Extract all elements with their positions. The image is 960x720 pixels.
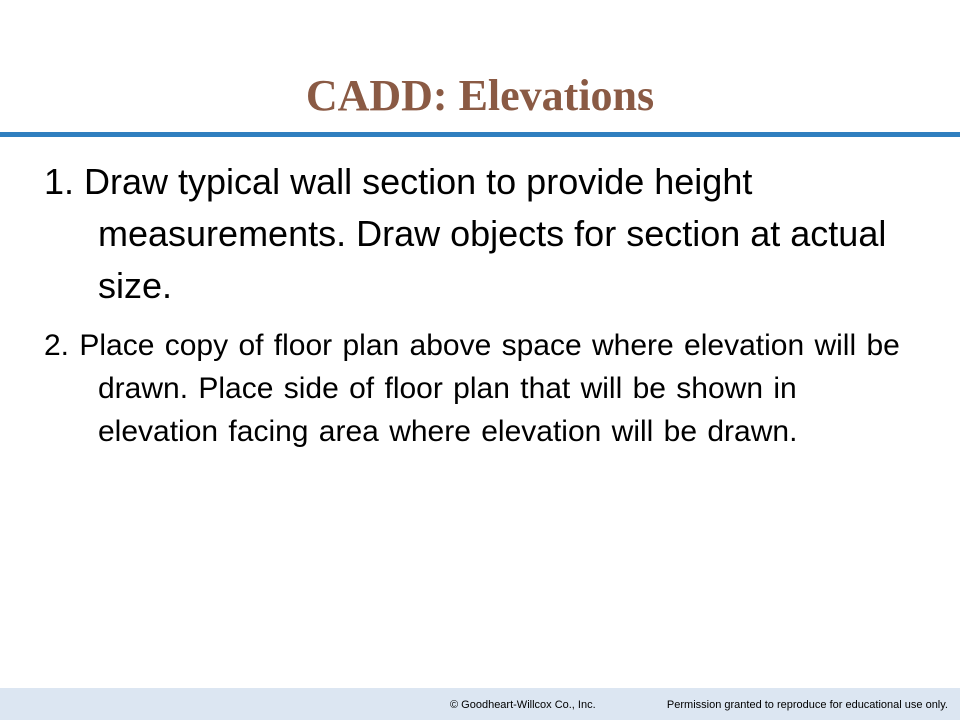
footer-copyright: © Goodheart-Willcox Co., Inc. <box>450 699 596 711</box>
slide-title: CADD: Elevations <box>305 71 655 120</box>
bullet-point-2: 2. Place copy of floor plan above space where elevation will be drawn. Place side of floor plan that will be shown in elevation facing area where elevation will be drawn. <box>44 329 900 448</box>
footer-bar <box>0 688 960 720</box>
slide-body <box>44 156 924 453</box>
bullet-point-1: 1. Draw typical wall section to provide height measurements. Draw objects for section at actual size. <box>44 161 887 306</box>
footer-permission: Permission granted to reproduce for educational use only. <box>666 699 948 711</box>
title-divider <box>0 132 960 137</box>
